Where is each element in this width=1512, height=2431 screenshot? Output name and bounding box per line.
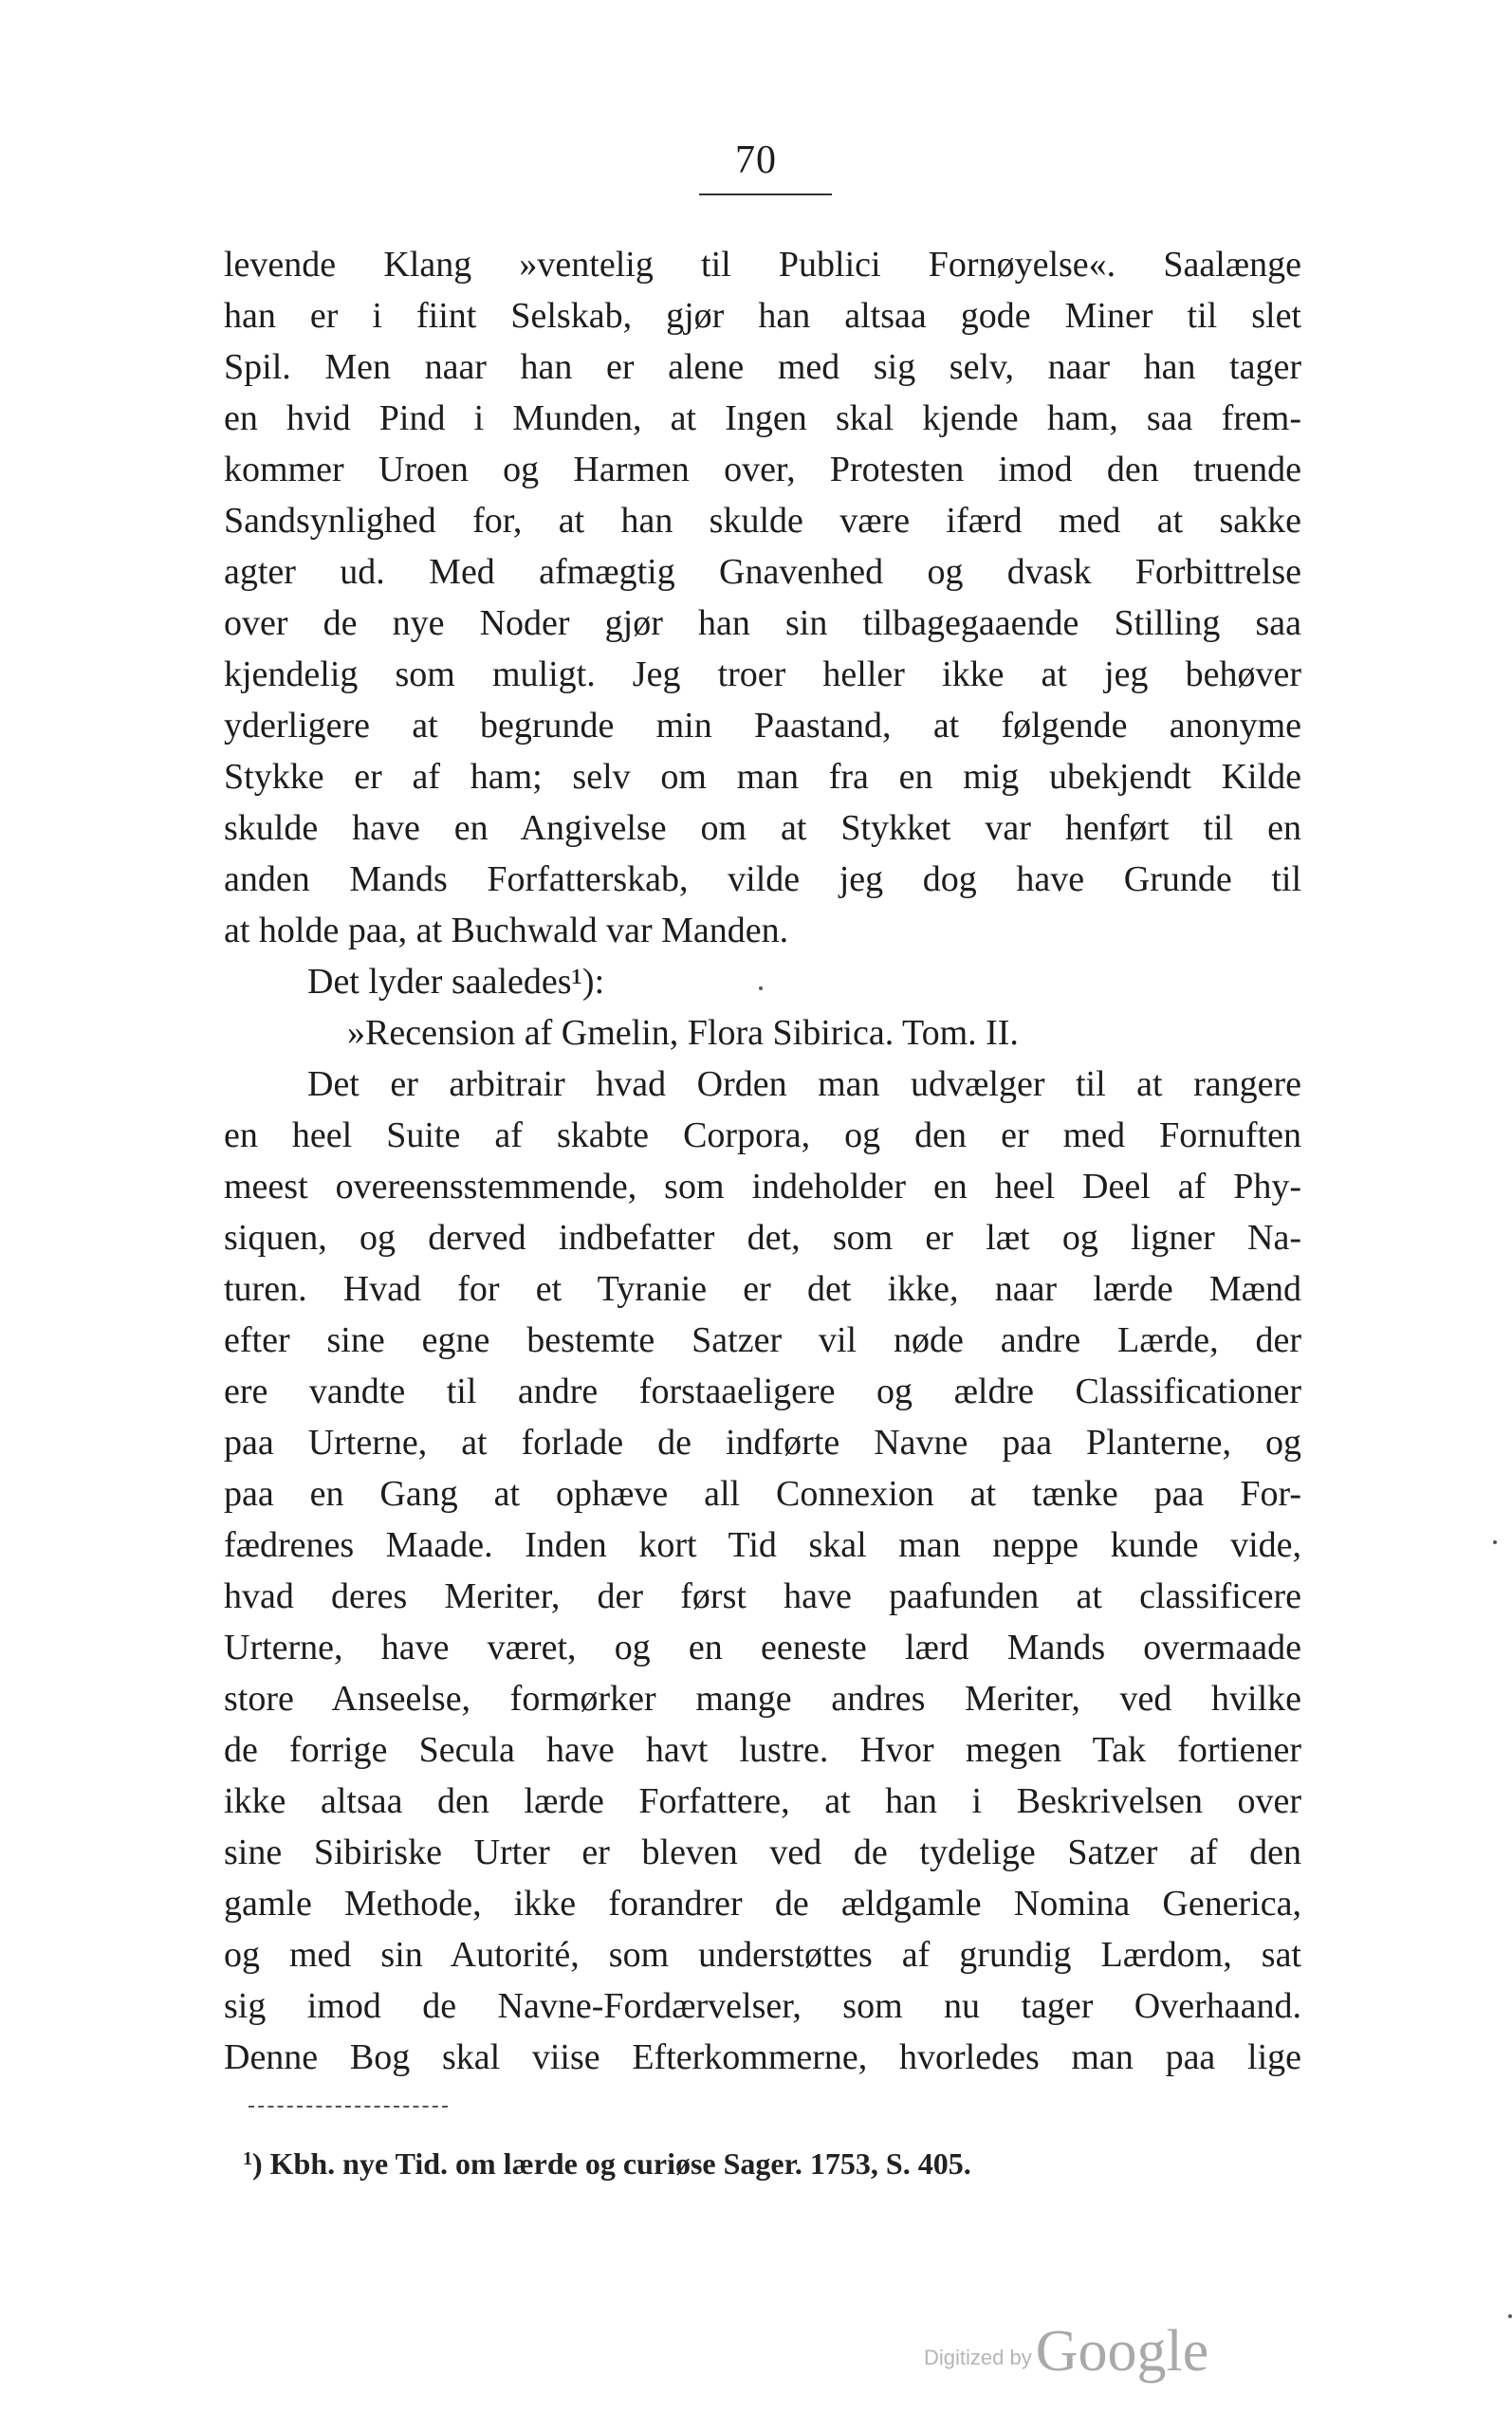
text-line: Stykke er af ham; selv om man fra en mig ubekjendt Kilde — [224, 757, 1301, 797]
text-line: over de nye Noder gjør han sin tilbagegaaende Stilling saa — [224, 603, 1301, 643]
text-line: fædrenes Maade. Inden kort Tid skal man neppe kunde vide, — [224, 1525, 1301, 1565]
text-line: sine Sibiriske Urter er bleven ved de tydelige Satzer af den — [224, 1832, 1301, 1872]
text-line: Denne Bog skal viise Efterkommerne, hvorledes man paa lige — [224, 2037, 1301, 2077]
text-line: hvad deres Meriter, der først have paafunden at classificere — [224, 1576, 1301, 1616]
text-line: paa Urterne, at forlade de indførte Navne paa Planterne, og — [224, 1423, 1301, 1463]
watermark-google-logo: Google — [1035, 2319, 1209, 2384]
text-line: anden Mands Forfatterskab, vilde jeg dog have Grunde til — [224, 859, 1301, 899]
text-line: de forrige Secula have havt lustre. Hvor megen Tak fortiener — [224, 1730, 1301, 1770]
footnote — [243, 2138, 971, 2184]
text-line: kjendelig som muligt. Jeg troer heller ikke at jeg behøver — [224, 654, 1301, 694]
text-line: og med sin Autorité, som understøttes af grundig Lærdom, sat — [224, 1935, 1301, 1975]
text-line: en hvid Pind i Munden, at Ingen skal kjende ham, saa frem- — [224, 398, 1301, 438]
text-line: at holde paa, at Buchwald var Manden. — [224, 911, 789, 950]
text-line: Sandsynlighed for, at han skulde være ifærd med at sakke — [224, 501, 1301, 541]
google-watermark — [924, 2319, 1209, 2384]
text-line: han er i fiint Selskab, gjør han altsaa gode Miner til slet — [224, 296, 1301, 336]
text-line: paa en Gang at ophæve all Connexion at tænke paa For- — [224, 1474, 1301, 1514]
text-line: turen. Hvad for et Tyranie er det ikke, naar lærde Mænd — [224, 1269, 1301, 1309]
ink-speck — [759, 986, 763, 990]
text-line: en heel Suite af skabte Corpora, og den er med Fornuften — [224, 1115, 1301, 1155]
text-line: ere vandte til andre forstaaeligere og ældre Classificationer — [224, 1372, 1301, 1411]
text-line: yderligere at begrunde min Paastand, at følgende anonyme — [224, 706, 1301, 746]
text-line: sig imod de Navne-Fordærvelser, som nu tager Overhaand. — [224, 1986, 1301, 2026]
text-line: efter sine egne bestemte Satzer vil nøde andre Lærde, der — [224, 1320, 1301, 1360]
footnote-rule — [249, 2106, 448, 2108]
text-line: Urterne, have været, og en eeneste lærd Mands overmaade — [224, 1628, 1301, 1667]
page-number-rule — [699, 193, 832, 195]
watermark-digitized-by: Digitized by — [924, 2346, 1032, 2369]
review-heading: »Recension af Gmelin, Flora Sibirica. Tom. II. — [347, 1013, 1019, 1053]
footnote-marker: 1 — [243, 2148, 252, 2169]
text-line: store Anseelse, formørker mange andres Meriter, ved hvilke — [224, 1679, 1301, 1719]
text-line: meest overeensstemmende, som indeholder en heel Deel af Phy- — [224, 1167, 1301, 1206]
body-text — [224, 239, 1301, 2083]
text-line: kommer Uroen og Harmen over, Protesten imod den truende — [224, 450, 1301, 489]
text-line: gamle Methode, ikke forandrer de ældgamle Nomina Generica, — [224, 1884, 1301, 1924]
text-line: Det er arbitrair hvad Orden man udvælger til at rangere — [307, 1064, 1301, 1104]
text-line: agter ud. Med afmægtig Gnavenhed og dvask Forbittrelse — [224, 552, 1301, 592]
page-number: 70 — [735, 138, 777, 182]
footnote-text: ) Kbh. nye Tid. om lærde og curiøse Sager. 1753, S. 405. — [252, 2146, 971, 2181]
text-line: Spil. Men naar han er alene med sig selv, naar han tager — [224, 347, 1301, 387]
text-line: siquen, og derved indbefatter det, som er læt og ligner Na- — [224, 1218, 1301, 1258]
text-line: ikke altsaa den lærde Forfattere, at han i Beskrivelsen over — [224, 1781, 1301, 1821]
ink-speck — [1508, 2314, 1512, 2318]
ink-speck — [1493, 1540, 1497, 1544]
text-line: levende Klang »ventelig til Publici Fornøyelse«. Saalænge — [224, 245, 1301, 285]
text-line: Det lyder saaledes¹): — [307, 962, 605, 1002]
text-line: skulde have en Angivelse om at Stykket var henført til en — [224, 808, 1301, 848]
